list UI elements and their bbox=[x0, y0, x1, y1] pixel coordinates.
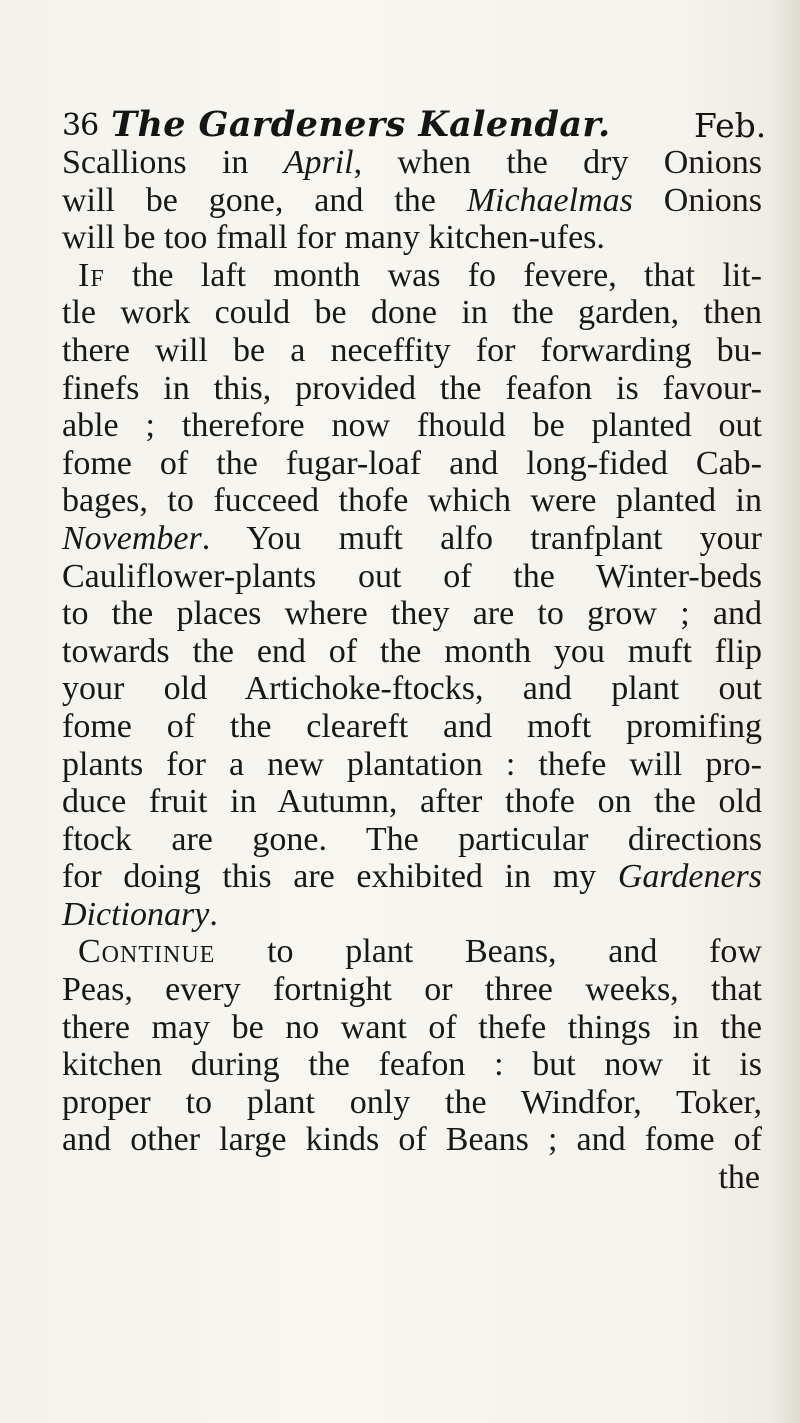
text-line: towards the end of the month you muft flip bbox=[62, 632, 762, 670]
text-line: finefs in this, provided the feafon is favour- bbox=[62, 369, 762, 407]
text-line: tle work could be done in the garden, then bbox=[62, 294, 762, 332]
text-line: kitchen during the feafon : but now it is bbox=[62, 1046, 762, 1084]
text-line: proper to plant only the Windfor, Toker, bbox=[62, 1083, 762, 1121]
text-line: plants for a new plantation : thefe will pro- bbox=[62, 745, 762, 783]
catchword: the bbox=[718, 1159, 760, 1197]
text-line: bages, to fucceed thofe which were planted in bbox=[62, 482, 762, 520]
text-line: Cauliflower-plants out of the Winter-beds bbox=[62, 557, 762, 595]
text-line: Continue to plant Beans, and fow bbox=[78, 933, 762, 971]
text-line: able ; therefore now fhould be planted out bbox=[62, 407, 762, 445]
text-line: If the laft month was fo fevere, that lit- bbox=[78, 256, 762, 294]
text-line: there will be a neceffity for forwarding bu- bbox=[62, 331, 762, 369]
running-title: The Gardeners Kalendar. bbox=[111, 104, 611, 145]
text-line: fome of the fugar-loaf and long-fided Cab- bbox=[62, 444, 762, 482]
text-line: Scallions in April, when the dry Onions bbox=[62, 144, 762, 181]
month-label: Feb. bbox=[694, 106, 767, 145]
page-edge-shadow bbox=[772, 0, 800, 1423]
paragraph-lead: Continue bbox=[78, 933, 216, 971]
text-line: Peas, every fortnight or three weeks, that bbox=[62, 971, 762, 1009]
body-text bbox=[62, 144, 762, 1197]
paragraph-lead: If bbox=[78, 256, 105, 294]
text-line: there may be no want of thefe things in the bbox=[62, 1008, 762, 1046]
text-line: will be gone, and the Michaelmas Onions bbox=[62, 181, 763, 219]
text-line: for doing this are exhibited in my Gardeners bbox=[62, 858, 762, 896]
page-number: 36 bbox=[62, 108, 99, 143]
text-line: to the places where they are to grow ; and bbox=[62, 595, 762, 633]
text-line: fome of the cleareft and moft promifing bbox=[62, 707, 762, 745]
text-line: ftock are gone. The particular directions bbox=[62, 820, 762, 858]
text-line: duce fruit in Autumn, after thofe on the old bbox=[62, 783, 762, 821]
text-line: and other large kinds of Beans ; and fome of bbox=[62, 1121, 762, 1159]
text-line: Dictionary. bbox=[62, 895, 218, 933]
text-line: your old Artichoke-ftocks, and plant out bbox=[62, 670, 762, 708]
text-line: will be too fmall for many kitchen-ufes. bbox=[62, 219, 605, 257]
text-line: November. You muft alfo tranfplant your bbox=[62, 519, 762, 557]
